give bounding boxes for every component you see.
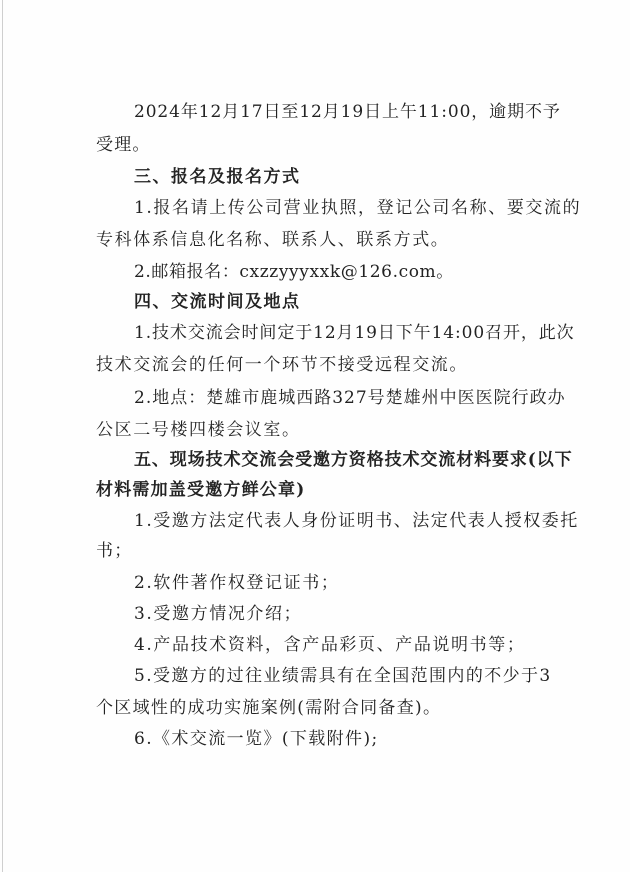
qualification-item-1-line-1: 1.受邀方法定代表人身份证明书、法定代表人授权委托 — [134, 511, 579, 531]
qualification-item-1-line-2: 书； — [96, 541, 133, 561]
qualification-item-5-line-1: 5.受邀方的过往业绩需具有在全国范围内的不少于3 — [134, 666, 552, 686]
qualification-item-2: 2.软件著作权登记证书； — [134, 573, 340, 593]
location-item-2-line-2: 公区二号楼四楼会议室。 — [96, 420, 301, 440]
section-heading-qualifications-line-1: 五、现场技术交流会受邀方资格技术交流材料要求(以下 — [134, 450, 573, 470]
paragraph-deadline-line-2: 受理。 — [96, 135, 151, 155]
qualification-item-5-line-2: 个区域性的成功实施案例(需附合同备查)。 — [96, 698, 442, 718]
qualification-item-3: 3.受邀方情况介绍； — [134, 604, 303, 624]
time-item-1-line-2: 技术交流会的任何一个环节不接受远程交流。 — [96, 355, 468, 375]
section-heading-qualifications-line-2: 材料需加盖受邀方鲜公章) — [96, 480, 306, 500]
paragraph-deadline-line-1: 2024年12月17日至12月19日上午11:00，逾期不予 — [134, 102, 561, 122]
time-item-1-line-1: 1.技术交流会时间定于12月19日下午14:00召开，此次 — [134, 323, 575, 343]
registration-item-1-line-1: 1.报名请上传公司营业执照，登记公司名称、要交流的 — [134, 198, 582, 218]
section-heading-registration: 三、报名及报名方式 — [134, 167, 301, 187]
location-item-2-line-1: 2.地点：楚雄市鹿城西路327号楚雄州中医医院行政办 — [134, 388, 566, 408]
qualification-item-4: 4.产品技术资料，含产品彩页、产品说明书等； — [134, 635, 526, 655]
qualification-item-6-attachment: 6.《术交流一览》(下载附件); — [134, 729, 379, 749]
page-edge-divider — [2, 0, 3, 872]
registration-item-1-line-2: 专科体系信息化名称、联系人、联系方式。 — [96, 230, 450, 250]
registration-item-2-email: 2.邮箱报名：cxzzyyyxxk@126.com。 — [134, 262, 454, 282]
section-heading-time-location: 四、交流时间及地点 — [134, 292, 301, 312]
